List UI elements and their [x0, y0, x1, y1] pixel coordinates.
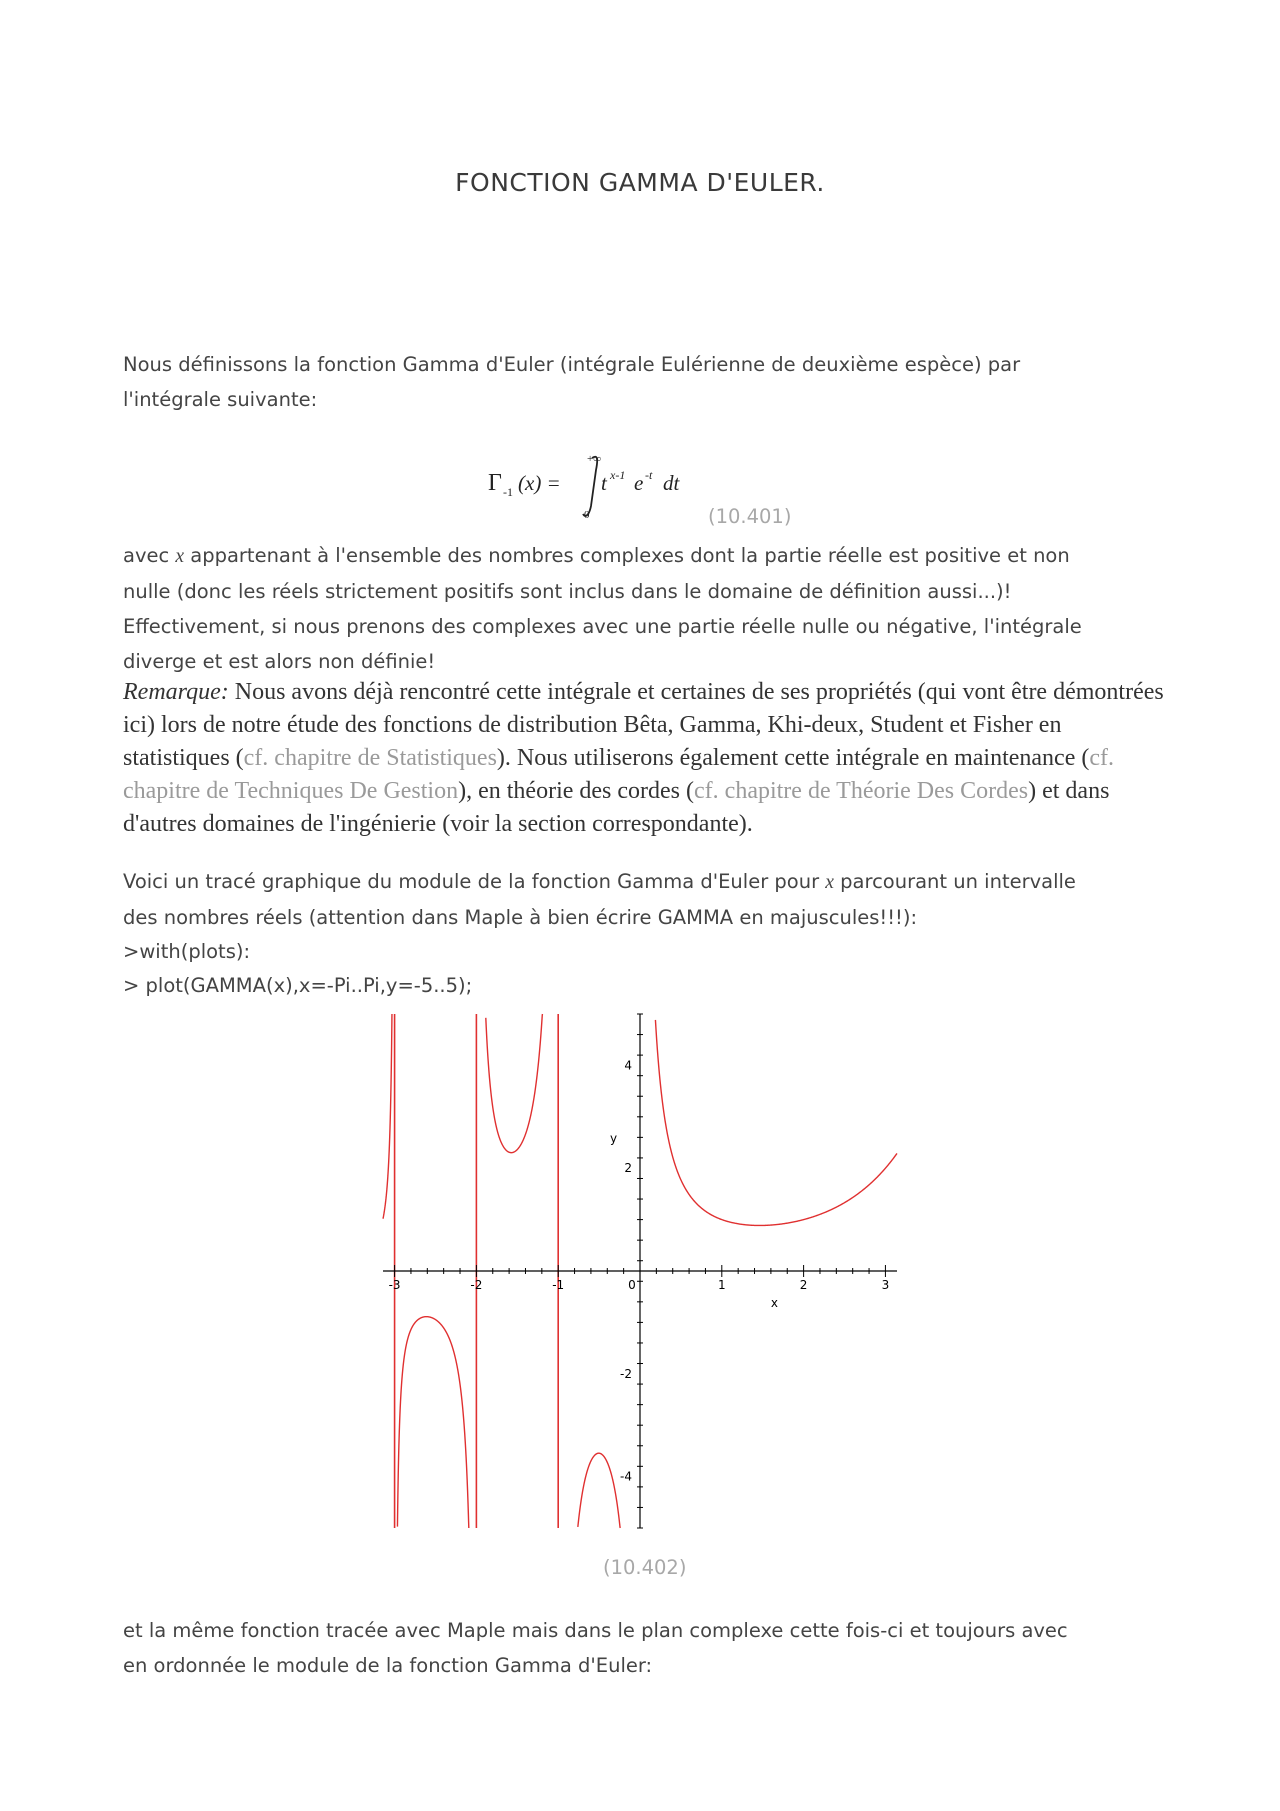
plot-intro-text-b: parcourant un intervalle [833, 870, 1076, 893]
formula-gamma-sub: -1 [503, 485, 513, 499]
y-tick-label-1: 4 [624, 1058, 632, 1073]
y-tick-label-2: 2 [624, 1161, 632, 1176]
page-title: FONCTION GAMMA D'EULER. [455, 168, 825, 197]
remark-label: Remarque: [123, 679, 229, 705]
y-tick-label-3: -2 [620, 1366, 632, 1381]
gamma-curve-branch-2 [397, 1317, 468, 1528]
link-theorie-des-cordes[interactable]: cf. chapitre de Théorie Des Cordes [694, 778, 1029, 804]
x-tick-label-5: 1 [717, 1278, 726, 1292]
x-tick-label-2: -2 [470, 1278, 483, 1292]
link-statistiques[interactable]: cf. chapitre de Statistiques [243, 745, 497, 771]
x-tick-label-3: -1 [552, 1278, 565, 1292]
gamma-integral-formula [480, 452, 700, 522]
y-tick-label-4: -4 [620, 1469, 632, 1484]
plot-variable-x: x [825, 872, 834, 893]
x-tick-label-6: 2 [799, 1278, 808, 1292]
x-tick-label-1: -3 [388, 1278, 401, 1292]
gamma-curve-branch-5 [655, 1020, 897, 1226]
definition-line-4: diverge et est alors non définie! [123, 650, 436, 673]
variable-x: x [175, 546, 185, 567]
remark-text-2: ). Nous utiliserons également cette intégrale en maintenance ( [496, 745, 1090, 771]
definition-line-3: Effectivement, si nous prenons des complexes avec une partie réelle nulle ou négative, l'intégrale [123, 615, 1082, 638]
definition-text-b: appartenant à l'ensemble des nombres complexes dont la partie réelle est positive et non [184, 544, 1070, 567]
plot-intro-text-a: Voici un tracé graphique du module de la fonction Gamma d'Euler pour [123, 870, 826, 893]
definition-text-a: avec [123, 544, 176, 567]
y-axis-label: y [610, 1131, 618, 1146]
remark-text-1: Nous avons déjà rencontré cette intégrale et certaines de ses propriétés (qui vont être démontrées ici) lors de notre étude des fonctions de distribution Bêta, Gamma, Khi-deux, Student et Fisher en statistiques ( [123, 679, 1164, 771]
formula-t: t [601, 471, 607, 495]
formula-exp-t: -t [645, 468, 653, 482]
plot-intro-line-1 [123, 864, 1163, 900]
equation-number-1: (10.401) [708, 505, 792, 528]
formula-arg: (x) = [518, 471, 561, 495]
integral-sign-icon [583, 457, 597, 516]
code-line-1: >with(plots): [123, 940, 251, 963]
intro-paragraph [123, 347, 1163, 417]
gamma-curve-branch-1 [383, 1014, 392, 1219]
code-line-2: > plot(GAMMA(x),x=-Pi..Pi,y=-5..5); [123, 974, 473, 997]
gamma-curve-branch-3 [486, 1014, 543, 1153]
formula-e: e [634, 471, 644, 495]
closing-line-1: et la même fonction tracée avec Maple mais dans le plan complexe cette fois-ci et toujours avec [123, 1619, 1068, 1642]
gamma-plot [375, 1006, 905, 1536]
formula-gamma: Γ [488, 470, 502, 496]
maple-code-block [123, 935, 472, 1003]
equation-number-2: (10.402) [603, 1556, 687, 1579]
formula-exp-x: x-1 [610, 468, 626, 482]
link-techniques-de-gestion[interactable]: cf. chapitre de Techniques De Gestion [123, 745, 1115, 804]
gamma-curve-branch-4 [578, 1453, 620, 1528]
formula-upper-bound: +∞ [587, 453, 602, 465]
closing-paragraph [123, 1613, 1163, 1683]
x-tick-label-4: 0 [628, 1278, 636, 1292]
remark-text-4: ) et dans d'autres domaines de l'ingénierie (voir la section correspondante). [123, 778, 1110, 837]
formula-dt: dt [663, 471, 680, 495]
plot-intro-paragraph [123, 864, 1163, 935]
remark-text-3: ), en théorie des cordes ( [458, 778, 695, 804]
definition-line-2: nulle (donc les réels strictement positifs sont inclus dans le domaine de définition aussi...)! [123, 580, 1012, 603]
plot-intro-line-2: des nombres réels (attention dans Maple à bien écrire GAMMA en majuscules!!!): [123, 906, 918, 929]
remark-paragraph [123, 676, 1168, 841]
intro-line-1: Nous définissons la fonction Gamma d'Euler (intégrale Eulérienne de deuxième espèce) par [123, 353, 1021, 376]
x-axis-label: x [770, 1296, 778, 1310]
definition-paragraph [123, 538, 1163, 679]
x-tick-label-7: 3 [881, 1278, 890, 1292]
intro-line-2: l'intégrale suivante: [123, 388, 318, 411]
definition-line-1 [123, 538, 1163, 574]
closing-line-2: en ordonnée le module de la fonction Gamma d'Euler: [123, 1654, 653, 1677]
formula-lower-bound: 0 [584, 509, 590, 521]
